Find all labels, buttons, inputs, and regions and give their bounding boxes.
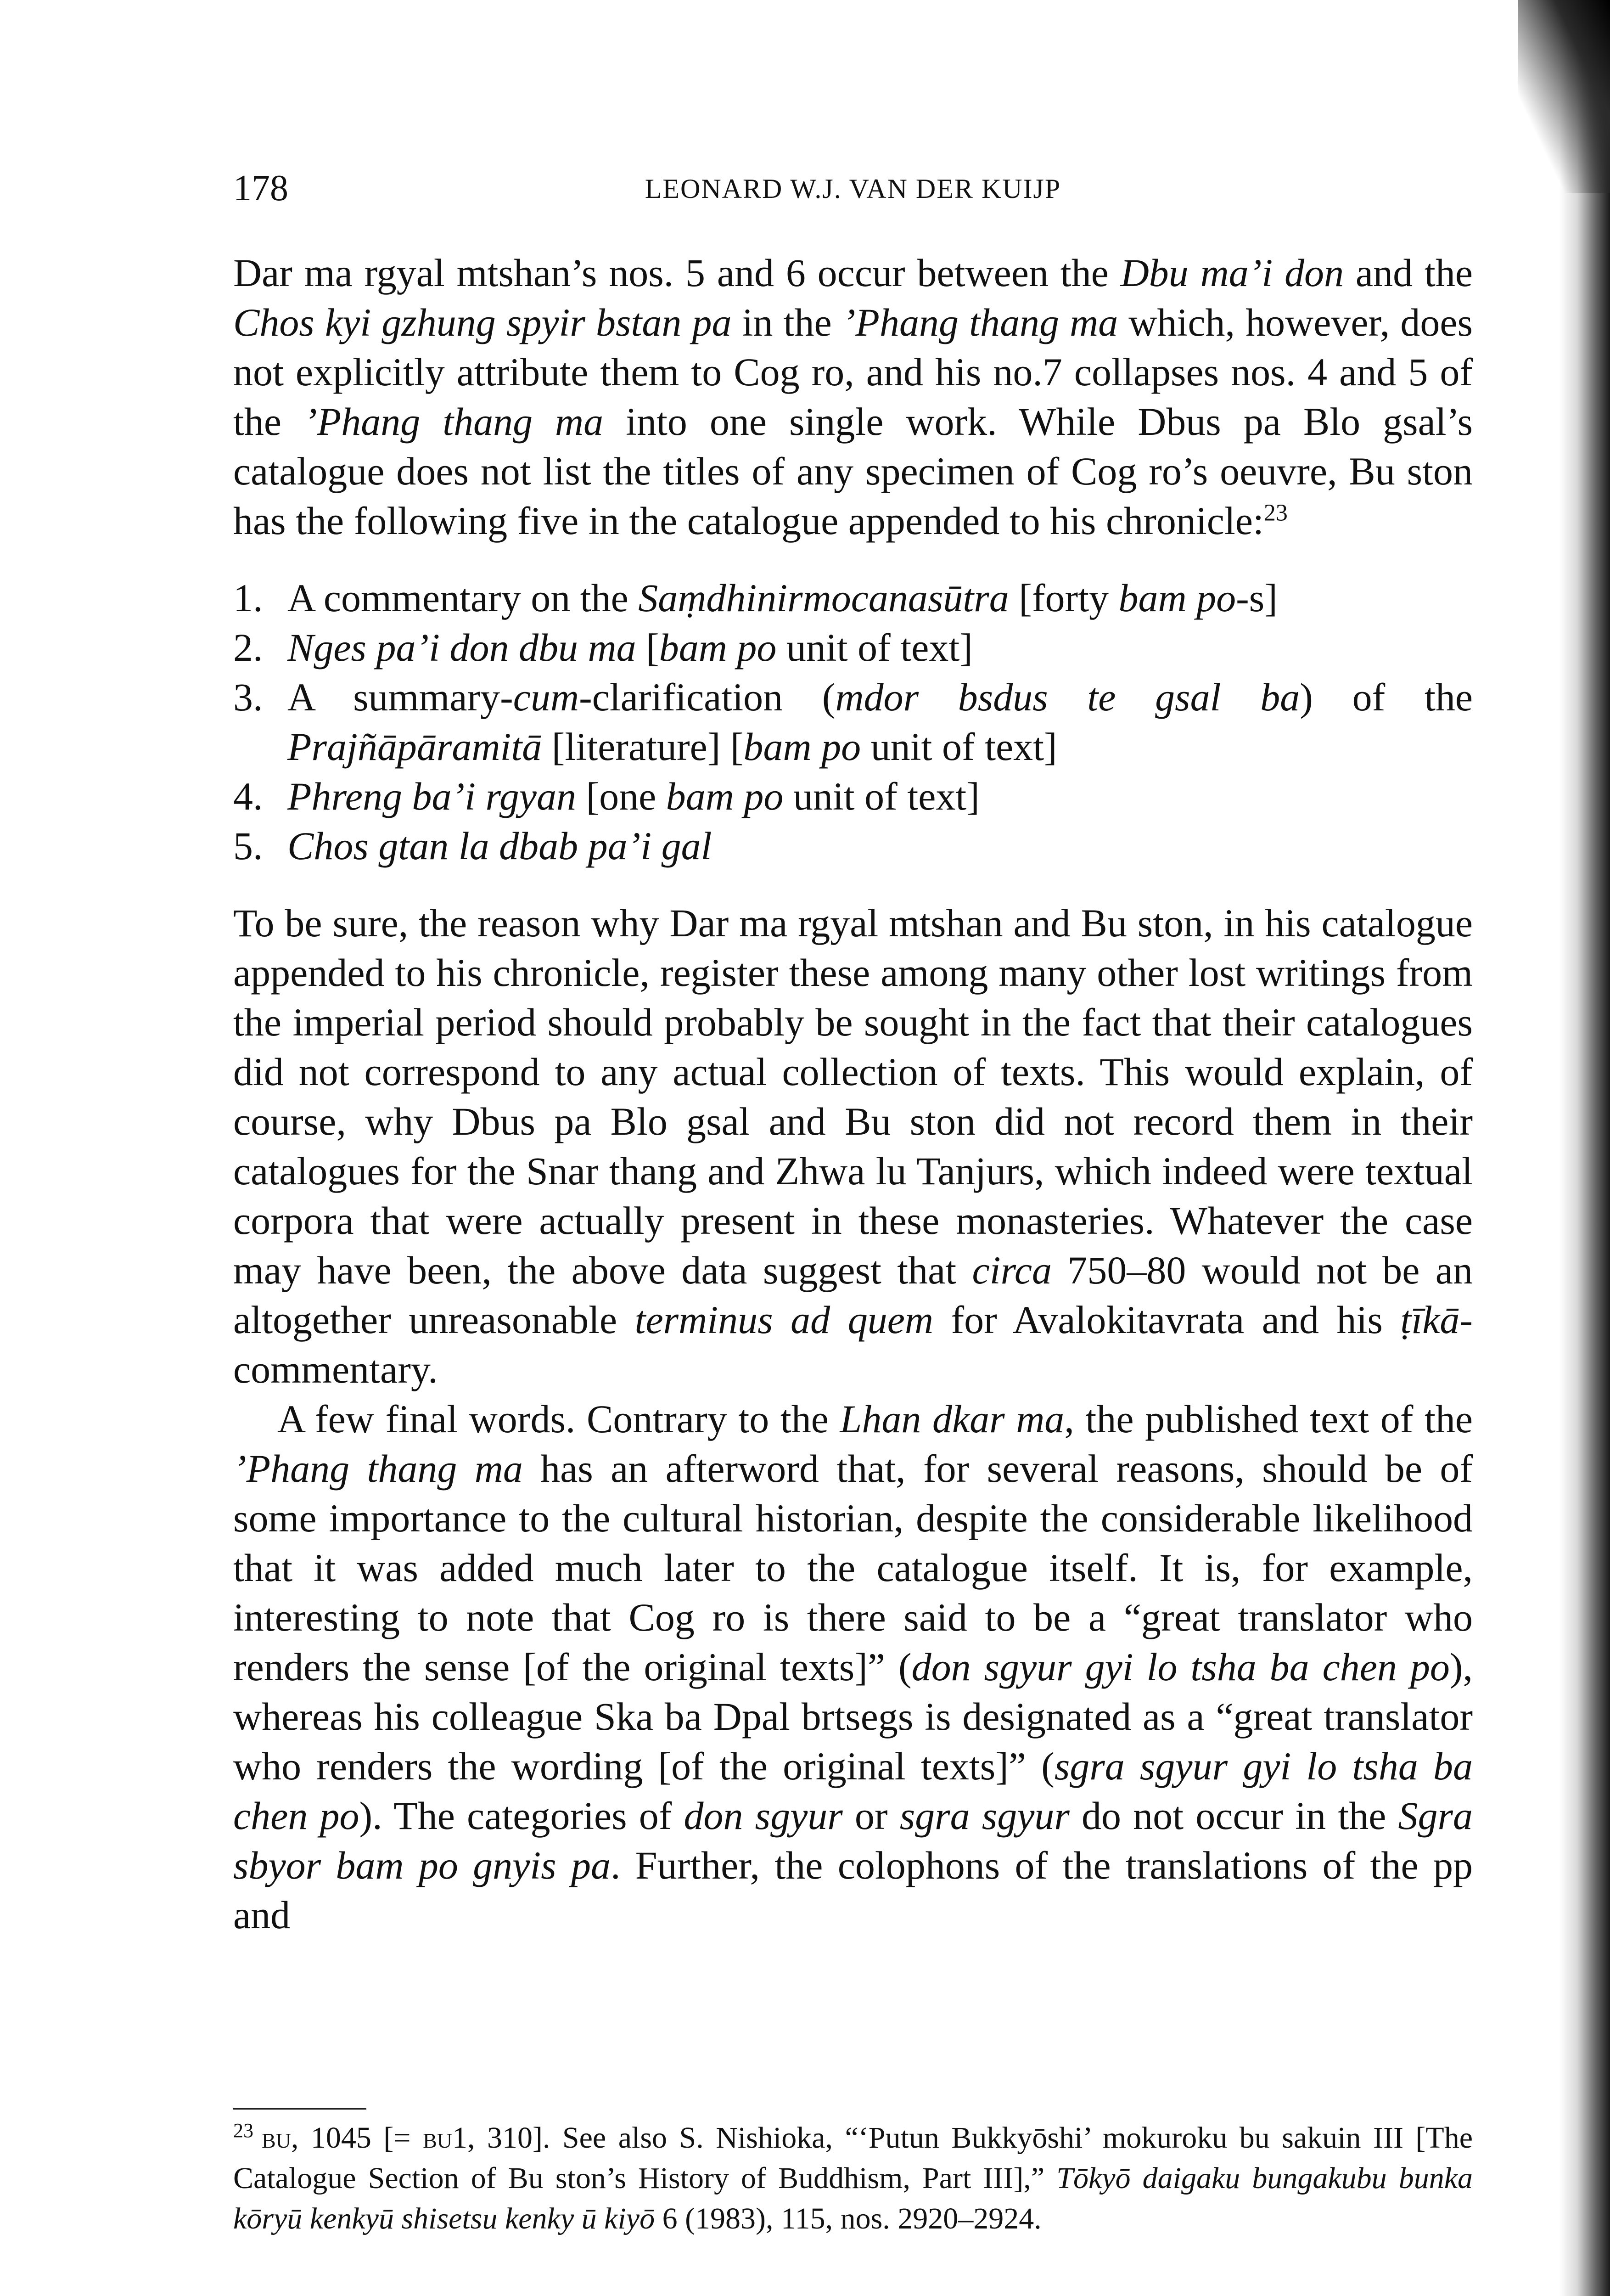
footnote-reference: 23: [1263, 500, 1288, 526]
italic-term: sgra sgyur: [899, 1794, 1070, 1838]
list-number: 2.: [233, 625, 263, 670]
text: -s]: [1236, 576, 1278, 620]
list-number: 1.: [233, 576, 263, 620]
italic-title: Chos kyi gzhung spyir bstan pa: [233, 300, 732, 344]
list-item: [233, 623, 1473, 672]
small-caps-abbrev: bu: [423, 2121, 452, 2155]
italic-title: Lhan dkar ma: [840, 1397, 1065, 1441]
italic-title: Prajñāpāramitā: [287, 725, 542, 769]
page-number: 178: [233, 168, 288, 208]
italic-title: Dbu ma’i don: [1120, 251, 1344, 295]
text: 6 (1983), 115, nos. 2920–2924.: [655, 2202, 1042, 2235]
italic-term: bam po: [743, 725, 861, 769]
paragraph-2: [233, 898, 1473, 1394]
text: [forty: [1009, 576, 1119, 620]
italic-title: ’Phang thang ma: [233, 1446, 523, 1491]
text: Dar ma rgyal mtshan’s nos. 5 and 6 occur between the: [233, 251, 1121, 295]
list-item: [233, 672, 1473, 771]
list-item: [233, 573, 1473, 623]
italic-term: terminus ad quem: [634, 1298, 933, 1342]
italic-title: ’Phang thang ma: [842, 300, 1118, 344]
scan-corner-shadow: [1518, 0, 1610, 193]
list-number: 5.: [233, 824, 263, 868]
italic-title: Chos gtan la dbab pa’i gal: [287, 824, 712, 868]
text: , 1045 [=: [291, 2121, 423, 2155]
italic-term: mdor bsdus te gsal ba: [835, 675, 1300, 719]
text: -clarification (: [579, 675, 836, 719]
italic-title: Saṃdhinirmocanasūtra: [638, 576, 1009, 620]
footnote-rule: [233, 2108, 366, 2110]
list-item: [233, 821, 1473, 871]
text: has an afterword that, for several reasons, should be of some importance to the cultural historian, despite the considerable likelihood that it was added much later to the catalogue itself. It is, for example, interesting to note that Cog ro is there said to be a “great translator who renders the sense [of the original texts]” (: [233, 1446, 1473, 1689]
italic-title: ’Phang thang ma: [304, 400, 604, 444]
text: ). The categories of: [359, 1794, 684, 1838]
footnote-23: [233, 2118, 1473, 2239]
text: [literature] [: [542, 725, 744, 769]
paragraph-1: [233, 248, 1473, 546]
main-text: [233, 248, 1473, 1940]
italic-title: Sgra sbyor bam po gnyis pa: [233, 1794, 1473, 1887]
running-title: LEONARD W.J. VAN DER KUIJP: [645, 174, 1061, 204]
text: [one: [576, 774, 666, 818]
text: in the: [731, 300, 842, 344]
list-number: 4.: [233, 774, 263, 818]
italic-term: don sgyur gyi lo tsha ba chen po: [911, 1645, 1450, 1689]
footnote-mark: 23: [233, 2119, 253, 2142]
italic-title: Tōkyō daigaku bungakubu bunka kōryū kenkyū shisetsu kenky ū kiyō: [233, 2161, 1473, 2235]
italic-term: ṭīkā: [1400, 1298, 1460, 1342]
text: which, however, does not explicitly attribute them to Cog ro, and his no.7 collapses nos. 4 and 5 of the: [233, 300, 1473, 444]
text: unit of text]: [776, 625, 973, 670]
italic-term: sgra sgyur gyi lo tsha ba chen po: [233, 1744, 1473, 1838]
works-list: [233, 573, 1473, 871]
small-caps-abbrev: bu: [262, 2121, 291, 2155]
text: unit of text]: [861, 725, 1057, 769]
text: A few final words. Contrary to the: [277, 1397, 840, 1441]
italic-title: Phreng ba’i rgyan: [287, 774, 576, 818]
text: ), whereas his colleague Ska ba Dpal brtsegs is designated as a “great translator who renders the wording [of the original texts]” (: [233, 1645, 1473, 1788]
text: unit of text]: [783, 774, 980, 818]
text: To be sure, the reason why Dar ma rgyal mtshan and Bu ston, in his catalogue appended to his chronicle, register these among many other lost writings from the imperial period should probably be sought in the fact that their catalogues did not correspond to any actual collection of texts. This would explain, of course, why Dbus pa Blo gsal and Bu ston did not record them in their catalogues for the Snar thang and Zhwa lu Tanjurs, which indeed were textual corpora that were actually present in these monasteries. Whatever the case may have been, the above data suggest that: [233, 901, 1473, 1292]
paragraph-3: [233, 1394, 1473, 1940]
text: do not occur in the: [1069, 1794, 1398, 1838]
text: . Further, the colophons of the translations of the pp and: [233, 1843, 1473, 1937]
italic-title: Nges pa’i don dbu ma: [287, 625, 636, 670]
text: into one single work. While Dbus pa Blo gsal’s catalogue does not list the titles of any specimen of Cog ro’s oeuvre, Bu ston has the following five in the catalogue appended to his chronicle:: [233, 400, 1473, 543]
text: A summary-: [287, 675, 513, 719]
italic-term: bam po: [659, 625, 777, 670]
list-number: 3.: [233, 675, 263, 719]
text: [: [636, 625, 659, 670]
text: A commentary on the: [287, 576, 639, 620]
list-item: [233, 771, 1473, 821]
italic-term: cum: [513, 675, 579, 719]
text: and the: [1344, 251, 1473, 295]
running-head: [233, 168, 1473, 218]
scan-page-edge-shadow: [1560, 0, 1610, 2296]
italic-term: bam po: [666, 774, 784, 818]
text: -commentary.: [233, 1298, 1473, 1391]
italic-term: don sgyur: [684, 1794, 843, 1838]
text: for Avalokitavrata and his: [933, 1298, 1401, 1342]
text: 1, 310]. See also S. Nishioka, “‘Putun Bukkyōshi’ mokuroku bu sakuin III [The Catalogue Section of Bu ston’s History of Buddhism, Part III],”: [233, 2121, 1473, 2195]
text: or: [842, 1794, 900, 1838]
text: 750–80 would not be an altogether unreasonable: [233, 1248, 1473, 1342]
italic-term: circa: [972, 1248, 1052, 1292]
text: ) of the: [1300, 675, 1473, 719]
text: , the published text of the: [1064, 1397, 1473, 1441]
italic-term: bam po: [1118, 576, 1236, 620]
